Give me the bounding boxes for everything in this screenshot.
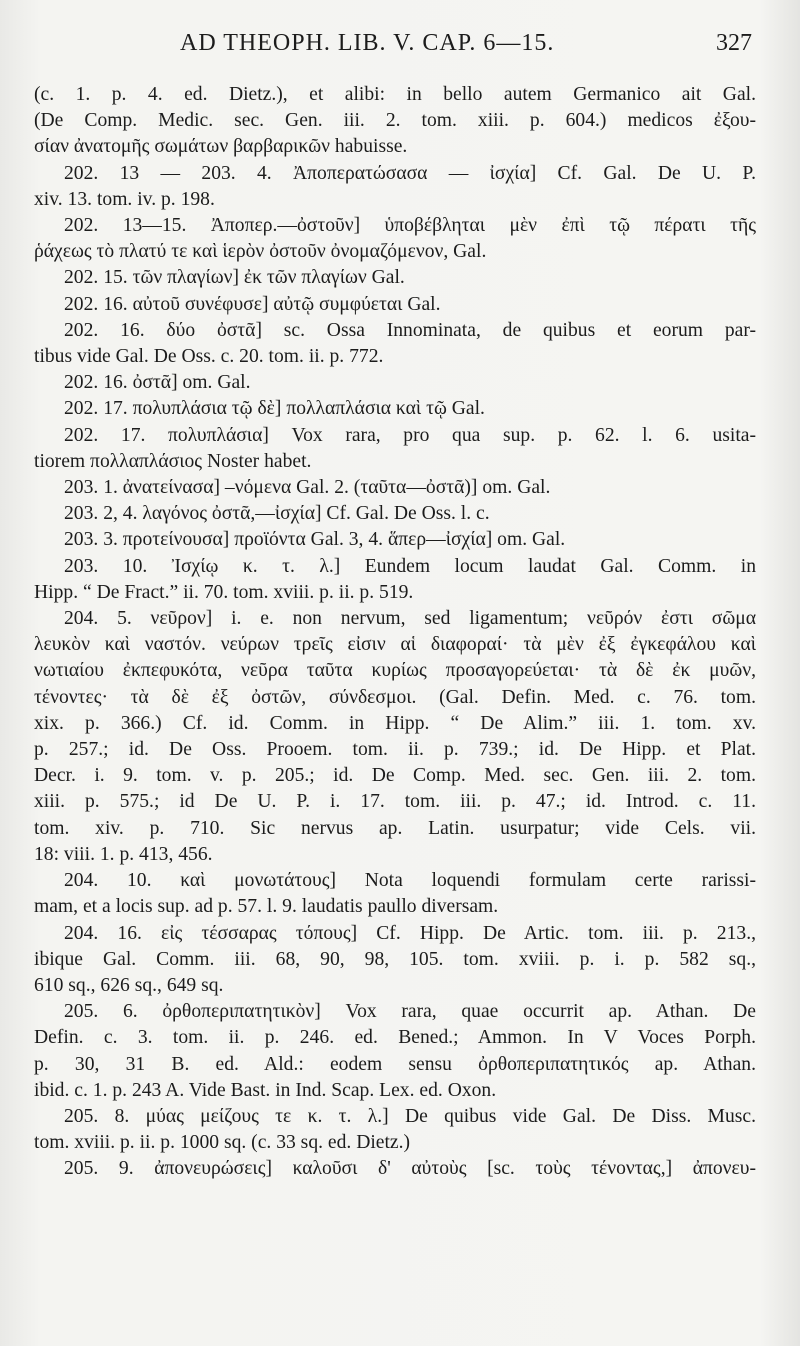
text-line: λευκὸν καὶ ναστόν. νεύρων τρεῖς εἰσιν αἱ διαφοραί· τὰ μὲν ἐξ ἐγκεφάλου καὶ (34, 634, 756, 656)
text-line: ibique Gal. Comm. iii. 68, 90, 98, 105. tom. xviii. p. i. p. 582 sq., (34, 948, 756, 970)
text-line: (c. 1. p. 4. ed. Dietz.), et alibi: in bello autem Germanico ait Gal. (34, 84, 756, 105)
text-line: xix. p. 366.) Cf. id. Comm. in Hipp. “ De Alim.” iii. 1. tom. xv. (34, 712, 756, 734)
text-line: 202. 16. αὐτοῦ συνέφυσε] αὐτῷ συμφύεται Gal. (64, 293, 441, 315)
text-line: Decr. i. 9. tom. v. p. 205.; id. De Comp. Med. sec. Gen. iii. 2. tom. (34, 765, 756, 787)
text-line: 204. 16. εἰς τέσσαρας τόπους] Cf. Hipp. De Artic. tom. iii. p. 213., (64, 922, 756, 944)
text-line: xiii. p. 575.; id De U. P. i. 17. tom. iii. p. 47.; id. Introd. c. 11. (34, 791, 756, 813)
text-line: 203. 3. προτείνουσα] προϊόντα Gal. 3, 4. ἅπερ—ἰσχία] om. Gal. (64, 529, 566, 551)
page-number: 327 (716, 30, 752, 56)
text-line: ῥάχεως τὸ πλατύ τε καὶ ἱερὸν ὀστοῦν ὀνομαζόμενον, Gal. (34, 241, 487, 263)
text-line: 205. 6. ὀρθοπεριπατητικὸν] Vox rara, quae occurrit ap. Athan. De (64, 1001, 756, 1023)
commentary-text (34, 82, 756, 1183)
text-line: (De Comp. Medic. sec. Gen. iii. 2. tom. xiii. p. 604.) medicos ἐξου- (34, 110, 756, 132)
text-line: 202. 16. δύο ὀστᾶ] sc. Ossa Innominata, de quibus et eorum par- (64, 319, 756, 341)
text-line: 204. 10. καὶ μονωτάτους] Nota loquendi formulam certe rarissi- (64, 870, 756, 892)
text-line: 203. 2, 4. λαγόνος ὀστᾶ,—ἰσχία] Cf. Gal. De Oss. l. c. (64, 503, 490, 525)
text-line: 205. 8. μύας μείζους τε κ. τ. λ.] De quibus vide Gal. De Diss. Musc. (64, 1105, 756, 1127)
text-line: 204. 5. νεῦρον] i. e. non nervum, sed ligamentum; νεῦρόν ἐστι σῶμα (64, 608, 756, 630)
text-line: tom. xiv. p. 710. Sic nervus ap. Latin. usurpatur; vide Cels. vii. (34, 817, 756, 839)
running-title: AD THEOPH. LIB. V. CAP. 6—15. (180, 30, 555, 56)
text-line: 203. 1. ἀνατείνασα] –νόμενα Gal. 2. (ταῦτα—ὀστᾶ)] om. Gal. (64, 477, 551, 499)
text-line: p. 30, 31 B. ed. Ald.: eodem sensu ὀρθοπεριπατητικός ap. Athan. (34, 1053, 756, 1075)
text-line: σίαν ἀνατομῆς σωμάτων βαρβαρικῶν habuisse. (34, 136, 408, 158)
text-line: tom. xviii. p. ii. p. 1000 sq. (c. 33 sq. ed. Dietz.) (34, 1132, 411, 1154)
text-line: 202. 13—15. Ἀποπερ.—ὀστοῦν] ὑποβέβληται μὲν ἐπὶ τῷ πέρατι τῆς (64, 215, 756, 237)
text-line: 205. 9. ἀπονευρώσεις] καλοῦσι δ' αὐτοὺς [sc. τοὺς τένοντας,] ἀπονευ- (64, 1158, 756, 1180)
text-line: Defin. c. 3. tom. ii. p. 246. ed. Bened.; Ammon. In V Voces Porph. (34, 1027, 756, 1049)
text-line: mam, et a locis sup. ad p. 57. l. 9. laudatis paullo diversam. (34, 896, 499, 918)
text-line: 203. 10. Ἰσχίῳ κ. τ. λ.] Eundem locum laudat Gal. Comm. in (64, 555, 756, 577)
text-line: 610 sq., 626 sq., 649 sq. (34, 974, 224, 996)
text-line: xiv. 13. tom. iv. p. 198. (34, 188, 215, 210)
text-line: 202. 17. πολυπλάσια] Vox rara, pro qua sup. p. 62. l. 6. usita- (64, 424, 756, 446)
text-line: p. 257.; id. De Oss. Prooem. tom. ii. p. 739.; id. De Hipp. et Plat. (34, 739, 756, 761)
text-line: 202. 16. ὀστᾶ] om. Gal. (64, 372, 251, 394)
text-line: tiorem πολλαπλάσιος Noster habet. (34, 450, 312, 472)
text-line: ibid. c. 1. p. 243 A. Vide Bast. in Ind. Scap. Lex. ed. Oxon. (34, 1079, 497, 1101)
text-line: 202. 13 — 203. 4. Ἀποπερατώσασα — ἰσχία] Cf. Gal. De U. P. (64, 162, 756, 184)
text-line: νωτιαίου ἐκπεφυκότα, νεῦρα ταῦτα κυρίως προσαγορεύεται· τὰ δὲ ἐκ μυῶν, (34, 660, 756, 682)
text-line: Hipp. “ De Fract.” ii. 70. tom. xviii. p. ii. p. 519. (34, 581, 414, 603)
text-line: tibus vide Gal. De Oss. c. 20. tom. ii. p. 772. (34, 346, 384, 368)
text-line: 202. 17. πολυπλάσια τῷ δὲ] πολλαπλάσια καὶ τῷ Gal. (64, 398, 485, 420)
text-line: τένοντες· τὰ δὲ ἐξ ὀστῶν, σύνδεσμοι. (Gal. Defin. Med. c. 76. tom. (34, 686, 756, 708)
running-head (60, 30, 760, 70)
text-line: 202. 15. τῶν πλαγίων] ἐκ τῶν πλαγίων Gal. (64, 267, 405, 289)
text-line: 18: viii. 1. p. 413, 456. (34, 843, 213, 865)
